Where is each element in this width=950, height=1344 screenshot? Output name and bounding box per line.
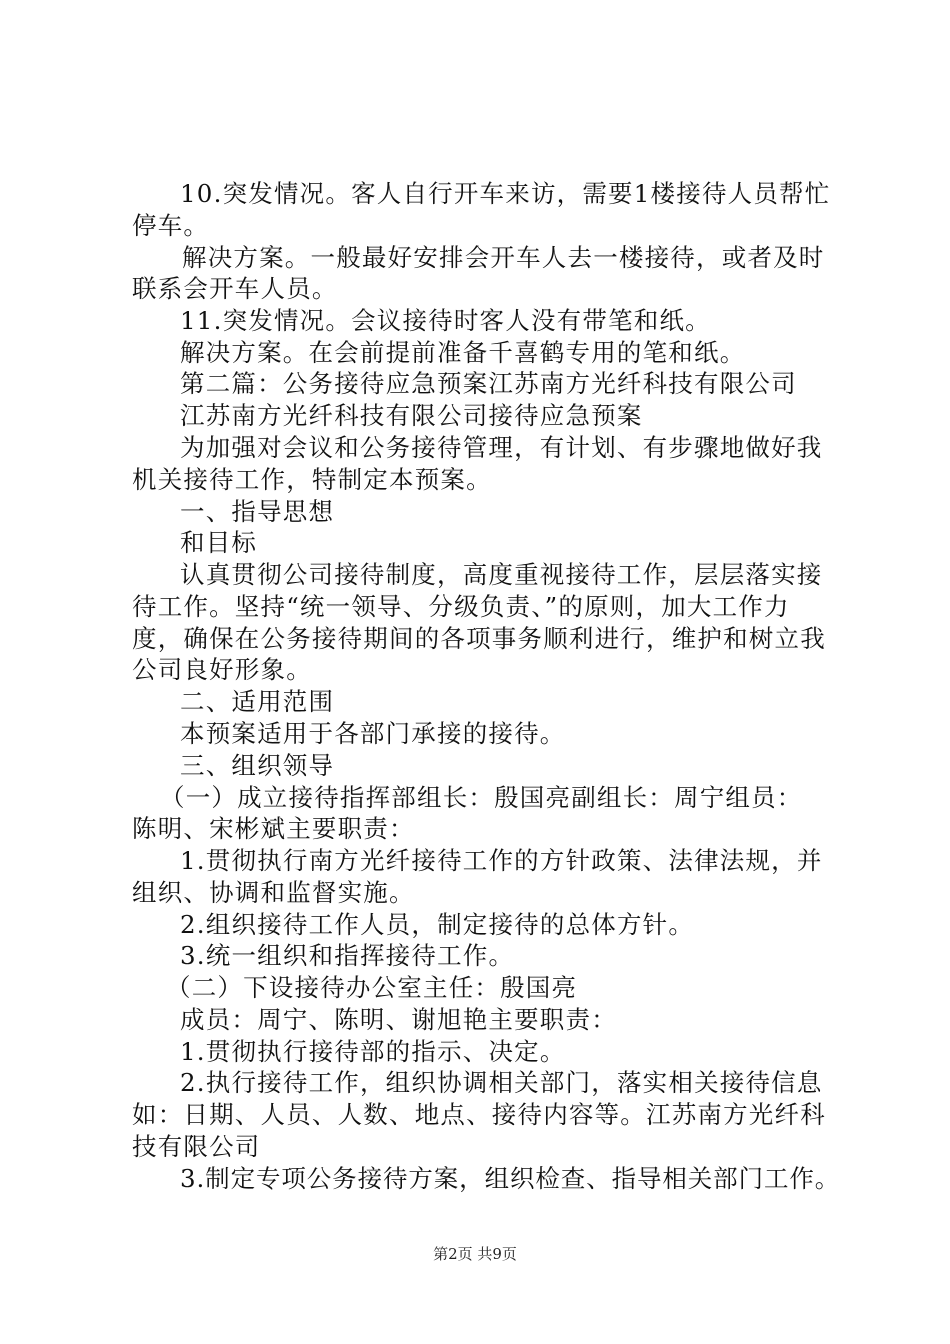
text-line: 成员：周宁、陈明、谢旭艳主要职责：	[180, 1005, 617, 1034]
text-line: 为加强对会议和公务接待管理，有计划、有步骤地做好我	[180, 433, 823, 462]
section-heading: 一、指导思想	[180, 497, 335, 526]
text-line: 度，确保在公务接待期间的各项事务顺利进行，维护和树立我	[132, 624, 826, 653]
text-line: 10.突发情况。客人自行开车来访，需要1楼接待人员帮忙	[180, 179, 831, 208]
section-heading: 三、组织领导	[180, 751, 335, 780]
text-line: 3.制定专项公务接待方案，组织检查、指导相关部门工作。	[180, 1164, 841, 1193]
text-line: 认真贯彻公司接待制度，高度重视接待工作，层层落实接	[180, 560, 823, 589]
text-line: （一）成立接待指挥部组长：殷国亮副组长：周宁组员：	[160, 783, 803, 812]
text-line: 联系会开车人员。	[132, 274, 338, 303]
section-heading: 二、适用范围	[180, 687, 335, 716]
text-line: 2.组织接待工作人员，制定接待的总体方针。	[180, 910, 695, 939]
text-line: 组织、协调和监督实施。	[132, 878, 415, 907]
text-line: 江苏南方光纤科技有限公司接待应急预案	[180, 401, 643, 430]
text-line: 本预案适用于各部门承接的接待。	[180, 719, 566, 748]
text-line: 3.统一组织和指挥接待工作。	[180, 941, 515, 970]
text-line: 停车。	[132, 211, 210, 240]
text-line: 解决方案。一般最好安排会开车人去一楼接待，或者及时	[182, 243, 825, 272]
text-line: 解决方案。在会前提前准备千喜鹤专用的笔和纸。	[180, 338, 746, 367]
text-line: 公司良好形象。	[132, 655, 312, 684]
text-line: 待工作。坚持“统一领导、分级负责、”的原则，加大工作力	[132, 592, 790, 621]
text-line: 如：日期、人员、人数、地点、接待内容等。江苏南方光纤科	[132, 1100, 826, 1129]
section-heading: 和目标	[180, 528, 258, 557]
text-line: 技有限公司	[132, 1132, 261, 1161]
text-line: （二）下设接待办公室主任：殷国亮	[166, 973, 578, 1002]
text-line: 陈明、宋彬斌主要职责：	[132, 814, 415, 843]
text-line: 2.执行接待工作，组织协调相关部门，落实相关接待信息	[180, 1068, 823, 1097]
text-line: 1.贯彻执行南方光纤接待工作的方针政策、法律法规，并	[180, 846, 823, 875]
text-line: 11.突发情况。会议接待时客人没有带笔和纸。	[180, 306, 711, 335]
text-line: 第二篇：公务接待应急预案江苏南方光纤科技有限公司	[180, 369, 797, 398]
page-number-footer: 第2页 共9页	[433, 1245, 517, 1263]
text-line: 1.贯彻执行接待部的指示、决定。	[180, 1037, 566, 1066]
text-line: 机关接待工作，特制定本预案。	[132, 465, 492, 494]
